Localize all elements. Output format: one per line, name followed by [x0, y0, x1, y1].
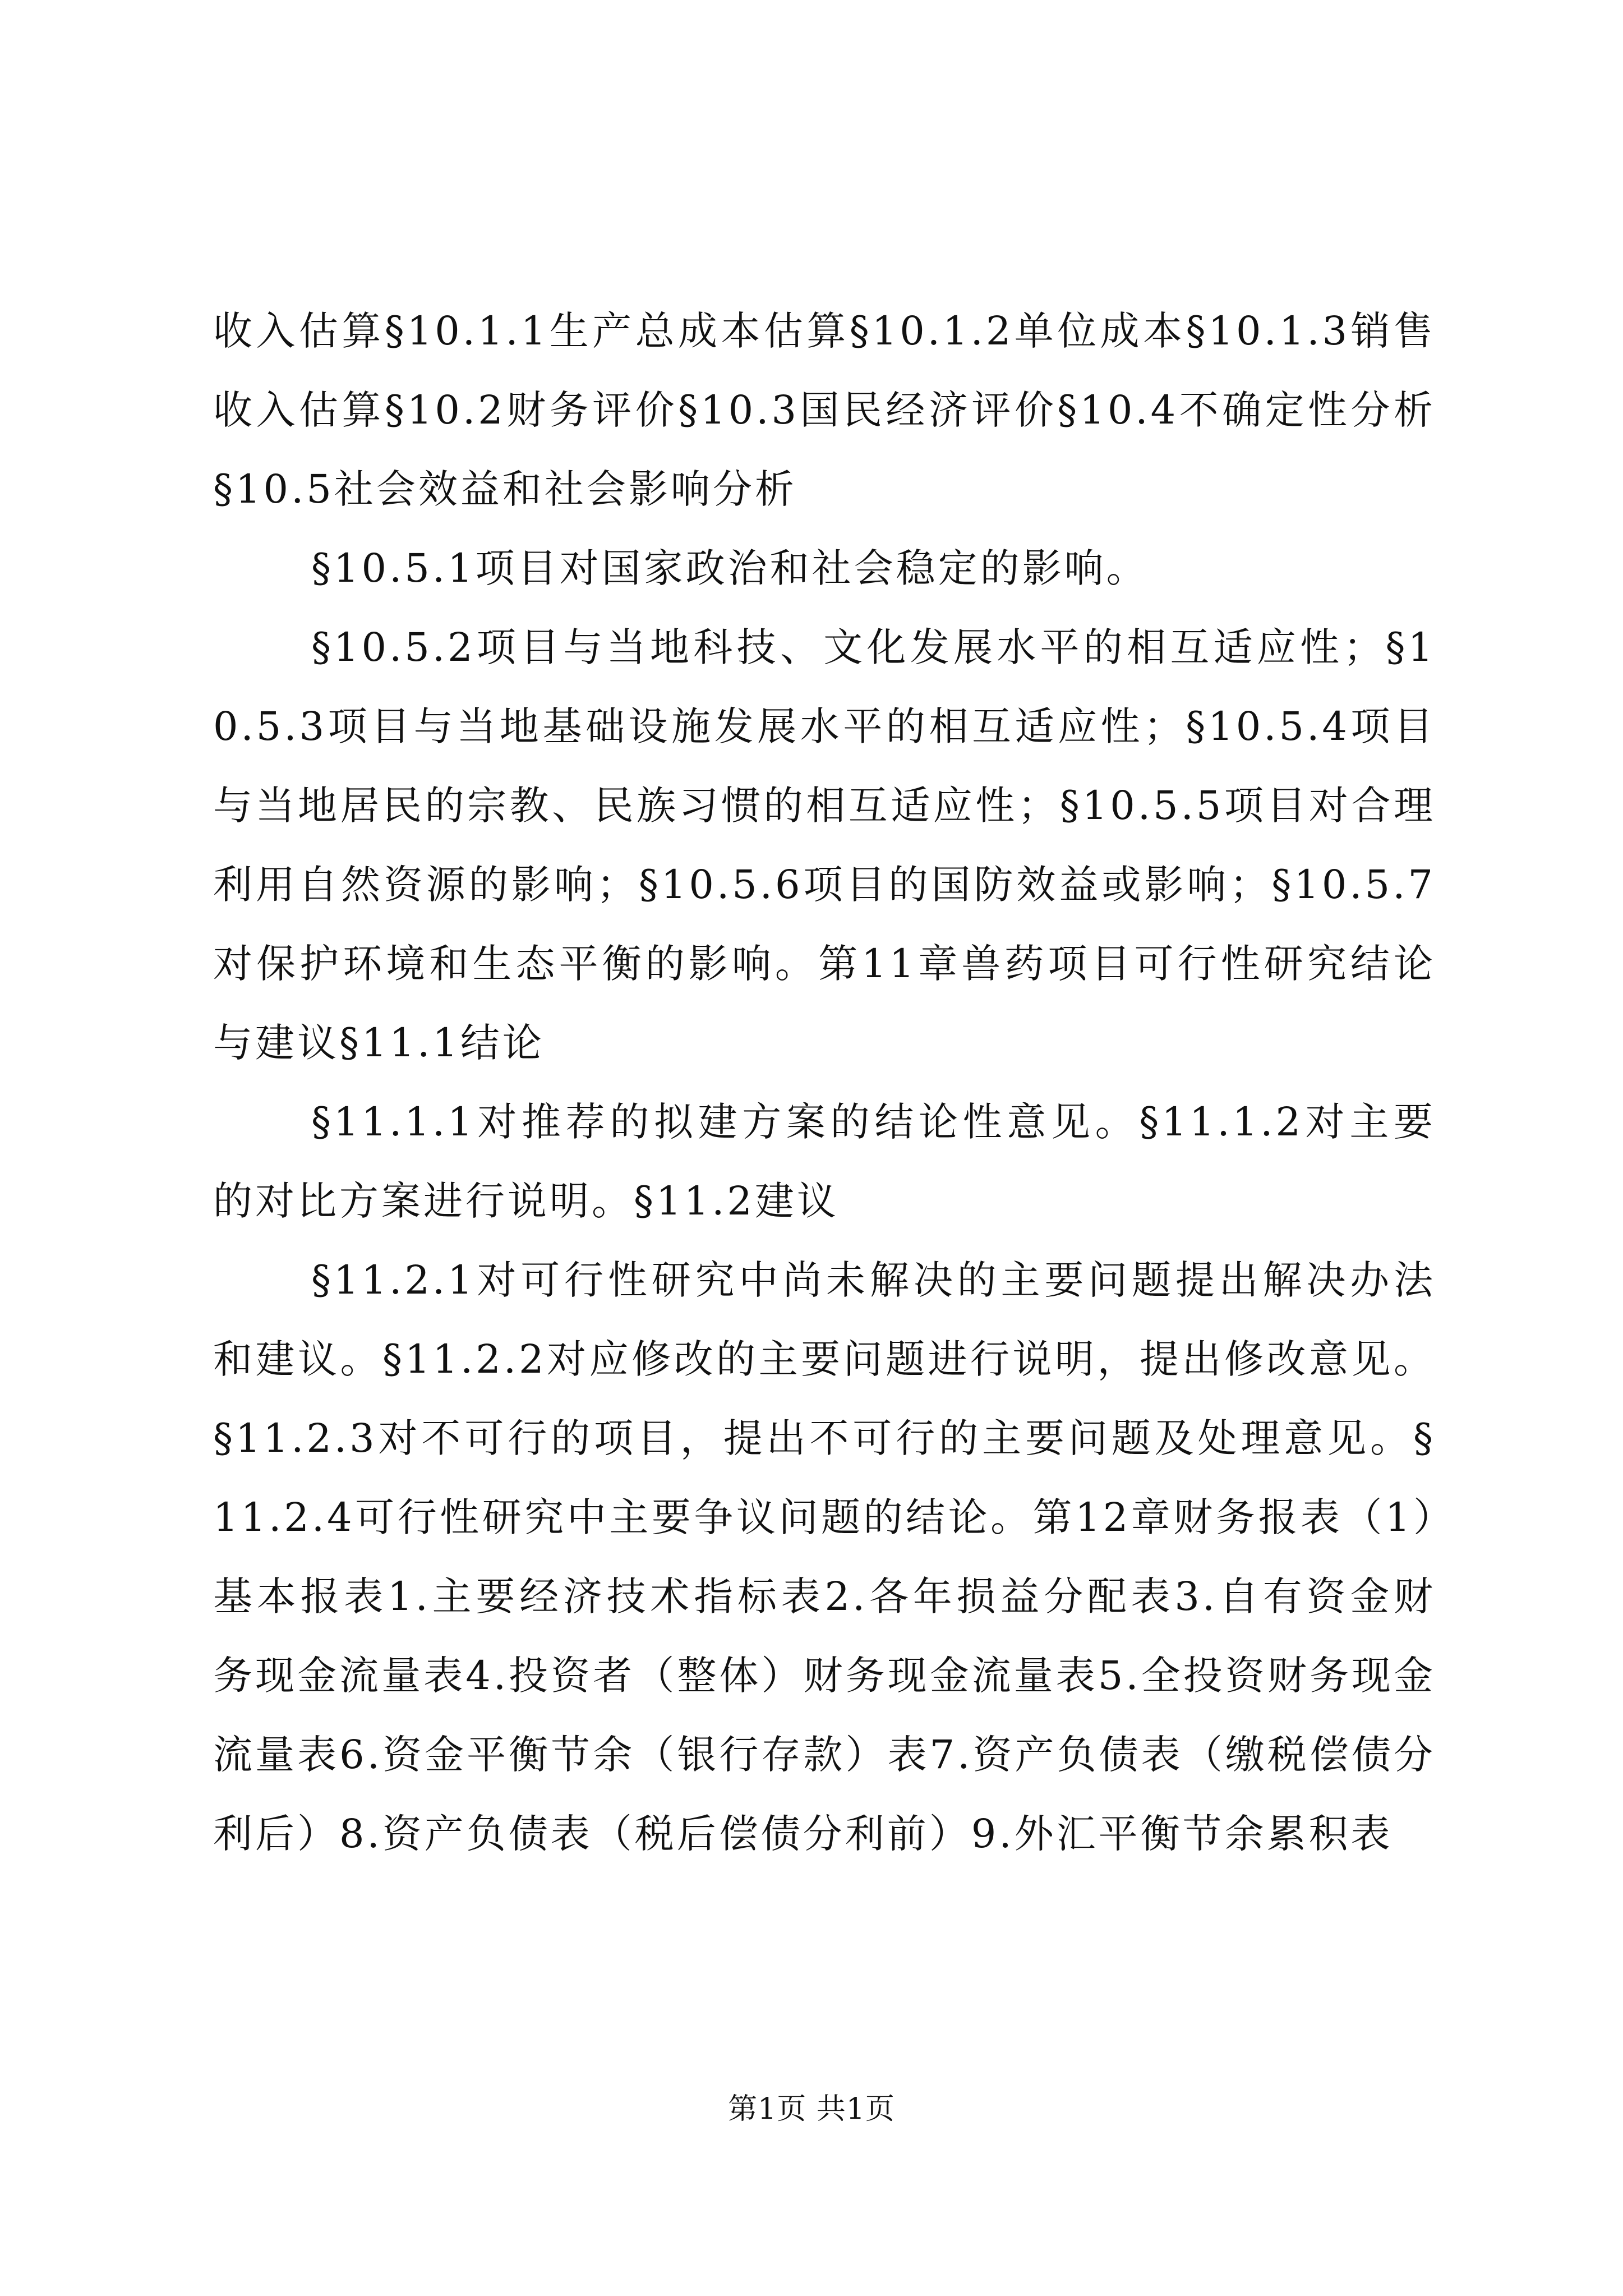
page-footer: 第1页 共1页: [728, 2092, 895, 2126]
paragraph-5: §11.2.1对可行性研究中尚未解决的主要问题提出解决办法和建议。§11.2.2对应修改的主要问题进行说明，提出修改意见。§11.2.3对不可行的项目，提出不可行的主要问题及处理意见。§11.2.4可行性研究中主要争议问题的结论。第12章财务报表（1）基本报表1.主要经济技术指标表2.各年损益分配表3.自有资金财务现金流量表4.投资者（整体）财务现金流量表5.全投资财务现金流量表6.资金平衡节余（银行存款）表7.资产负债表（缴税偿债分利后）8.资产负债表（税后偿债分利前）9.外汇平衡节余累积表: [213, 1257, 1436, 1857]
paragraph-4: §11.1.1对推荐的拟建方案的结论性意见。§11.1.2对主要的对比方案进行说明。§11.2建议: [213, 1099, 1436, 1224]
paragraph-2: §10.5.1项目对国家政治和社会稳定的影响。: [311, 545, 1149, 591]
paragraph-1: 收入估算§10.1.1生产总成本估算§10.1.2单位成本§10.1.3销售收入估算§10.2财务评价§10.3国民经济评价§10.4不确定性分析§10.5社会效益和社会影响分析: [213, 308, 1436, 512]
paragraph-3: §10.5.2项目与当地科技、文化发展水平的相互适应性；§10.5.3项目与当地基础设施发展水平的相互适应性；§10.5.4项目与当地居民的宗教、民族习惯的相互适应性；§10.5.5项目对合理利用自然资源的影响；§10.5.6项目的国防效益或影响；§10.5.7对保护环境和生态平衡的影响。第11章兽药项目可行性研究结论与建议§11.1结论: [213, 624, 1436, 1066]
document-body: [213, 292, 1436, 1874]
